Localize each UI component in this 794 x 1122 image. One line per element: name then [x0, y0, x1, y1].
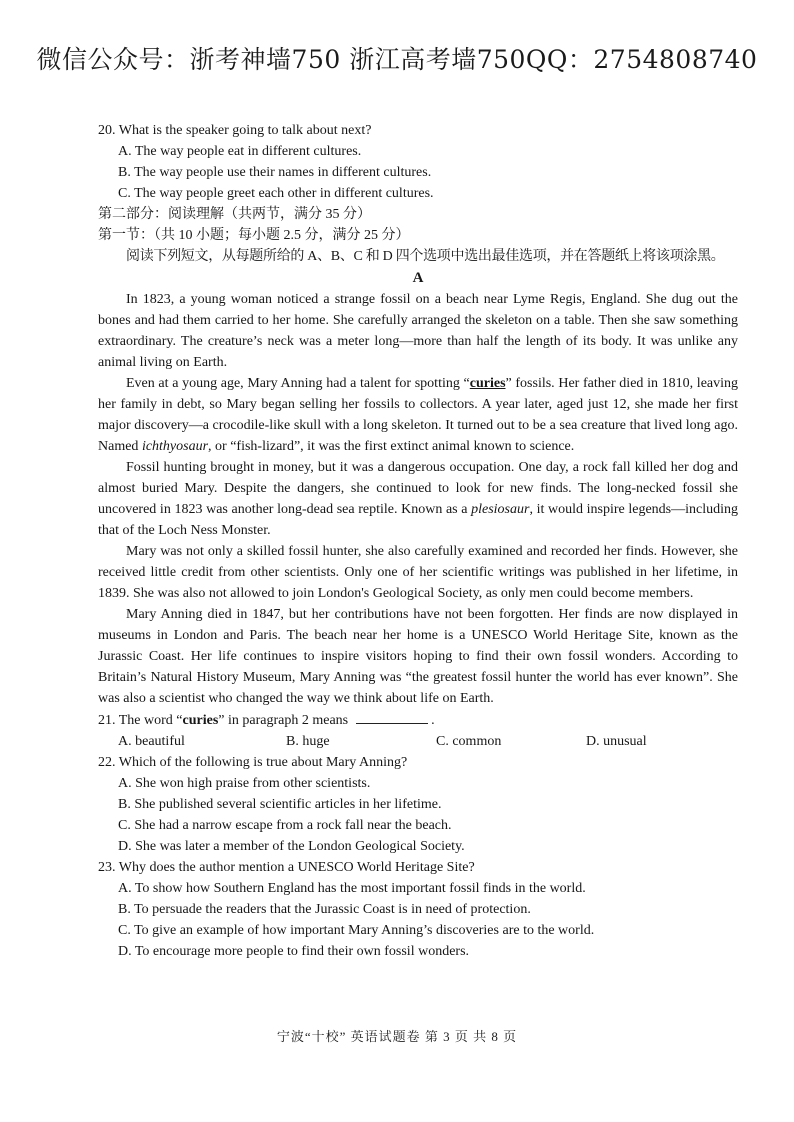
option-b: B. To persuade the readers that the Jurassic Coast is in need of protection. — [118, 902, 531, 917]
paragraph-text: , it would inspire legends—including that of the Loch Ness Monster. — [98, 502, 739, 538]
paragraph-text: ” fossils. Her father died in 1810, leaving her family in debt, so Mary began selling her fossils to collectors. A year later, aged just 12, she made her first major discovery—a crocodile-like skull with a long skeleton. It turned out to be a sea creature that lived long ago. Named — [98, 376, 739, 454]
paragraph-1: In 1823, a young woman noticed a strange fossil on a beach near Lyme Regis, England. She dug out the bones and had them carried to her home. She carefully arranged the skeleton on a table. Then she saw something extraordinary. The creature’s neck was a meter long—more than half the length of its body. It was unlike any animal living on Earth. — [98, 292, 738, 370]
paragraph-2 — [98, 373, 738, 457]
option-c: C. To give an example of how important Mary Anning’s discoveries are to the world. — [118, 923, 595, 938]
option-b: B. The way people use their names in different cultures. — [118, 165, 432, 180]
question-20 — [98, 120, 738, 204]
question-stem: 20. What is the speaker going to talk about next? — [98, 123, 372, 138]
options-row — [118, 731, 738, 752]
section-instruction: 阅读下列短文，从每题所给的 A、B、C 和 D 四个选项中选出最佳选项，并在答题纸上将该项涂黑。 — [126, 249, 725, 264]
question-stem: 23. Why does the author mention a UNESCO World Heritage Site? — [98, 860, 475, 875]
option-b: B. She published several scientific articles in her lifetime. — [118, 797, 442, 812]
option-a: A. She won high praise from other scientists. — [118, 776, 371, 791]
stem-end: . — [431, 713, 435, 728]
option-a: A. The way people eat in different cultures. — [118, 144, 362, 159]
italic-term: ichthyosaur — [141, 439, 209, 454]
question-stem — [98, 709, 738, 731]
question-stem: 22. Which of the following is true about Mary Anning? — [98, 755, 408, 770]
subsection-heading: 第一节：（共 10 小题；每小题 2.5 分，满分 25 分） — [98, 228, 410, 243]
option-c: C. The way people greet each other in different cultures. — [118, 186, 434, 201]
exam-content — [98, 120, 738, 962]
page-footer: 宁波“十校” 英语试题卷 第 3 页 共 8 页 — [276, 1029, 518, 1044]
option-a: A. beautiful — [118, 734, 185, 749]
paragraph-text: , or “fish-lizard”, it was the first extinct animal known to science. — [208, 439, 575, 454]
question-22 — [98, 752, 738, 857]
section-heading: 第二部分：阅读理解（共两节，满分 35 分） — [98, 207, 371, 222]
option-d: D. unusual — [586, 734, 647, 749]
option-a: A. To show how Southern England has the most important fossil finds in the world. — [118, 881, 586, 896]
watermark-header: 微信公众号：浙考神墙750 浙江高考墙750QQ：2754808740 — [36, 45, 758, 74]
stem-keyword: curies — [182, 713, 219, 728]
stem-text: 21. The word “ — [98, 713, 183, 728]
option-d: D. To encourage more people to find their own fossil wonders. — [118, 944, 470, 959]
paragraph-5: Mary Anning died in 1847, but her contributions have not been forgotten. Her finds are now displayed in museums in London and Paris. The beach near her home is a UNESCO World Heritage Site, known as the Jurassic Coast. Her life continues to inspire visitors hoping to find their own fossil wonders. According to Britain’s Natural History Museum, Mary Anning was “the greatest fossil hunter the world has ever known”. She was also a scientist who changed the way we think about life on Earth. — [98, 607, 738, 706]
answer-blank — [356, 709, 428, 724]
passage-title: A — [412, 270, 424, 286]
question-21 — [98, 709, 738, 752]
paragraph-text: Even at a young age, Mary Anning had a talent for spotting “ — [126, 376, 470, 391]
paragraph-3 — [98, 457, 738, 541]
paragraph-4: Mary was not only a skilled fossil hunter, she also carefully examined and recorded her finds. However, she received little credit from other scientists. Only one of her scientific writings was published in her lifetime, in 1839. She was also not allowed to join London's Geological Society, as only men could become members. — [98, 544, 738, 601]
option-c: C. She had a narrow escape from a rock fall near the beach. — [118, 818, 452, 833]
reading-passage — [98, 289, 738, 709]
highlighted-word: curies — [469, 376, 506, 391]
stem-text: ” in paragraph 2 means — [218, 713, 349, 728]
paragraph-text: Fossil hunting brought in money, but it was a dangerous occupation. One day, a rock fall killed her dog and almost buried Mary. Despite the dangers, she continued to look for new finds. The long-necked fossil she uncovered in 1823 was another long-dead sea reptile. Known as a — [98, 460, 738, 517]
option-d: D. She was later a member of the London Geological Society. — [118, 839, 465, 854]
question-23 — [98, 857, 738, 962]
italic-term: plesiosaur — [471, 502, 530, 517]
option-c: C. common — [436, 734, 502, 749]
option-b: B. huge — [286, 734, 330, 749]
